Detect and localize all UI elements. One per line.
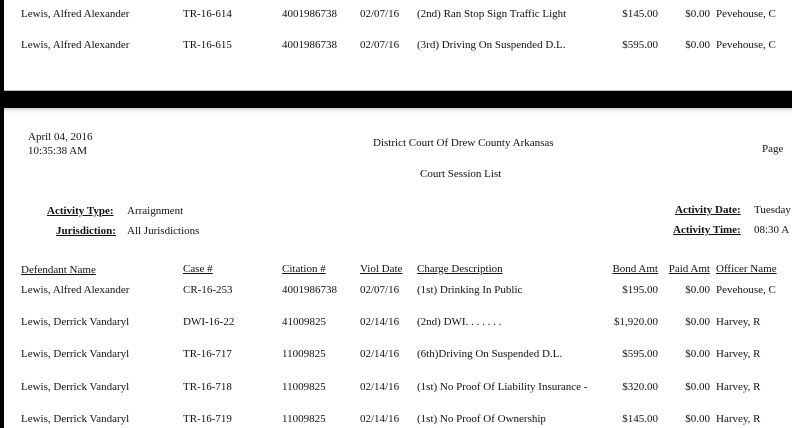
report-date: April 04, 2016	[28, 131, 93, 143]
defendant-name: Lewis, Derrick Vandaryl	[21, 348, 130, 360]
charge-description: (1st) Drinking In Public	[417, 284, 523, 296]
citation-number: 4001986738	[282, 284, 337, 296]
case-number: TR-16-718	[183, 381, 232, 393]
page-label: Page	[762, 143, 784, 155]
charge-description: (3rd) Driving On Suspended D.L.	[417, 39, 566, 51]
citation-number: 41009825	[282, 316, 326, 328]
column-header-charge: Charge Description	[417, 263, 503, 275]
case-number: TR-16-615	[183, 39, 232, 51]
activity-date-label: Activity Date:	[675, 204, 741, 216]
bond-amount: $145.00	[622, 8, 658, 20]
defendant-name: Lewis, Alfred Alexander	[21, 39, 130, 51]
column-header-citation: Citation #	[282, 263, 326, 275]
report-title: Court Session List	[420, 168, 502, 180]
officer-name: Pevehouse, C	[716, 284, 776, 296]
case-number: TR-16-717	[183, 348, 232, 360]
bond-amount: $1,920.00	[614, 316, 658, 328]
bond-amount: $595.00	[622, 348, 658, 360]
officer-name: Harvey, R	[716, 316, 761, 328]
case-number: TR-16-719	[183, 413, 232, 425]
defendant-name: Lewis, Alfred Alexander	[21, 284, 130, 296]
paid-amount: $0.00	[685, 284, 710, 296]
court-name: District Court Of Drew County Arkansas	[373, 137, 554, 149]
charge-description: (1st) No Proof Of Liability Insurance -	[417, 381, 588, 393]
bond-amount: $320.00	[622, 381, 658, 393]
defendant-name: Lewis, Derrick Vandaryl	[21, 316, 130, 328]
citation-number: 11009825	[282, 348, 326, 360]
column-header-bond: Bond Amt	[612, 263, 658, 275]
report-time: 10:35:38 AM	[28, 145, 87, 157]
bond-amount: $195.00	[622, 284, 658, 296]
activity-time-value: 08:30 A	[754, 224, 790, 236]
column-header-defendant: Defendant Name	[21, 264, 96, 276]
column-header-officer: Officer Name	[716, 263, 777, 275]
paid-amount: $0.00	[685, 381, 710, 393]
charge-description: (6th)Driving On Suspended D.L.	[417, 348, 563, 360]
violation-date: 02/14/16	[360, 348, 400, 360]
defendant-name: Lewis, Alfred Alexander	[21, 8, 130, 20]
case-number: CR-16-253	[183, 284, 233, 296]
column-header-case: Case #	[183, 263, 213, 275]
column-header-viol-date: Viol Date	[360, 263, 403, 275]
jurisdiction-label: Jurisdiction:	[56, 225, 116, 237]
violation-date: 02/07/16	[360, 39, 400, 51]
defendant-name: Lewis, Derrick Vandaryl	[21, 381, 130, 393]
activity-type-label: Activity Type:	[47, 205, 114, 217]
defendant-name: Lewis, Derrick Vandaryl	[21, 413, 130, 425]
violation-date: 02/14/16	[360, 316, 400, 328]
charge-description: (2nd) DWI. . . . . . .	[417, 316, 502, 328]
citation-number: 11009825	[282, 381, 326, 393]
officer-name: Pevehouse, C	[716, 39, 776, 51]
paid-amount: $0.00	[685, 8, 710, 20]
case-number: DWI-16-22	[183, 316, 235, 328]
charge-description: (2nd) Ran Stop Sign Traffic Light	[417, 8, 567, 20]
jurisdiction-value: All Jurisdictions	[127, 225, 200, 237]
citation-number: 11009825	[282, 413, 326, 425]
bond-amount: $145.00	[622, 413, 658, 425]
violation-date: 02/07/16	[360, 284, 400, 296]
activity-time-label: Activity Time:	[673, 224, 741, 236]
paid-amount: $0.00	[685, 316, 710, 328]
violation-date: 02/14/16	[360, 413, 400, 425]
paid-amount: $0.00	[685, 348, 710, 360]
officer-name: Harvey, R	[716, 348, 761, 360]
citation-number: 4001986738	[282, 8, 337, 20]
charge-description: (1st) No Proof Of Ownership	[417, 413, 546, 425]
bond-amount: $595.00	[622, 39, 658, 51]
officer-name: Pevehouse, C	[716, 8, 776, 20]
activity-date-value: Tuesday	[754, 204, 791, 216]
officer-name: Harvey, R	[716, 413, 761, 425]
activity-type-value: Arraignment	[127, 205, 184, 217]
paid-amount: $0.00	[685, 413, 710, 425]
violation-date: 02/14/16	[360, 381, 400, 393]
officer-name: Harvey, R	[716, 381, 761, 393]
column-header-paid: Paid Amt	[668, 263, 710, 275]
violation-date: 02/07/16	[360, 8, 400, 20]
case-number: TR-16-614	[183, 8, 232, 20]
citation-number: 4001986738	[282, 39, 337, 51]
paid-amount: $0.00	[685, 39, 710, 51]
